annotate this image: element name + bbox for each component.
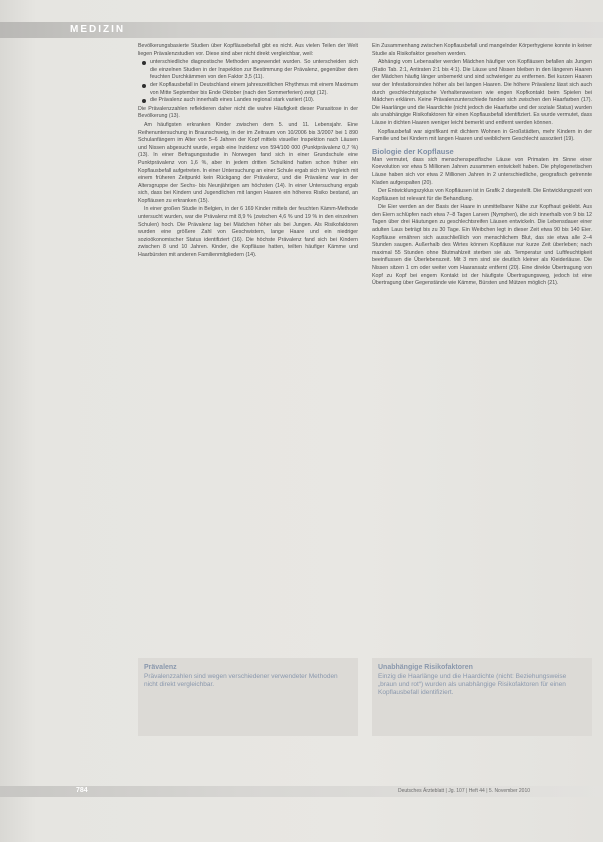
page-footer bbox=[0, 786, 603, 800]
journal-reference: Deutsches Ärzteblatt | Jg. 107 | Heft 44 | 5. November 2010 bbox=[398, 788, 531, 794]
body-paragraph: Der Entwicklungszyklus von Kopfläusen ist in Grafik 2 dargestellt. Die Entwicklungszeit von Kopfläusen ist relevant für die Behandlung. bbox=[372, 188, 592, 202]
section-label: MEDIZIN bbox=[70, 24, 126, 35]
body-paragraph: Kopflausbefall war signifikant mit dichtem Wohnen in Großstädten, mehr Kindern in der Familie und bei Kindern mit langen Haaren und weiblichem Geschlecht assoziiert (19). bbox=[372, 128, 592, 143]
box-title: Unabhängige Risikofaktoren bbox=[378, 664, 473, 671]
summary-box-prevalence bbox=[138, 658, 358, 736]
bullet-item: der Kopflausbefall in Deutschland einem jahreszeitlichen Rhythmus mit einem Maximum von Mitte September bis Ende Oktober (nach den Sommerferien) zeigt (12). bbox=[150, 81, 358, 96]
body-paragraph: Man vermutet, dass sich menschenspezifische Läuse von Primaten im Sinne einer Koevolution vor etwa 5 Millionen Jahren zusammen entwickelt haben. Die phylogenetischen Läuse haben sich vor etwa 2 Millionen Jahren in 2 unterschiedliche, geografisch getrennte Kladen aufgespalten (20). bbox=[372, 156, 592, 186]
intro-paragraph: Bevölkerungsbasierte Studien über Kopfläusebefall gibt es nicht. Aus vielen Teilen der Welt liegen Prävalenzstudien vor. Diese sind aber nicht direkt vergleichbar, weil: bbox=[138, 43, 358, 57]
left-column bbox=[138, 43, 358, 638]
box-body: Prävalenzzahlen sind wegen verschiedener verwendeter Methoden nicht direkt vergleichbar. bbox=[144, 673, 338, 688]
body-paragraph: Die Eier werden an der Basis der Haare in unmittelbarer Nähe zur Kopfhaut geklebt. Aus den Eiern schlüpfen nach etwa 7–8 Tagen Larven (Nymphen), die sich innerhalb von 9 bis 12 Tagen über drei Häutungen zu geschlechtsreifen Läusen entwickeln. Die Lebensdauer einer adulten Laus beträgt bis zu 30 Tage. Ein Weibchen legt in dieser Zeit etwa 90 bis 140 Eier. Kopfläuse ernähren sich ausschließlich von menschlichem Blut, das sie etwa alle 2–4 Stunden saugen. Außerhalb des Wirtes können Kopfläuse nur kurze Zeit überleben; nach maximal 55 Stunden ohne Blutmahlzeit sterben sie ab. Temperatur und Luftfeuchtigkeit beeinflussen die Überlebenszeit. Mit 3 mm sind sie deutlich kleiner als Kleiderläuse. Die Nissen sitzen 1 cm oder weiter vom Haaransatz entfernt (20). Eine direkte Übertragung von Kopf zu Kopf bei engem Kontakt ist der häufigste Übertragungsweg, jedoch ist eine Übertragung über Gegenstände wie Kämme, Bürsten und Mützen möglich (21). bbox=[372, 204, 592, 287]
bullet-item: unterschiedliche diagnostische Methoden angewendet wurden. So unterscheiden sich die einzelnen Studien in der Inspektion zur Bestimmung der Prävalenz, gegenüber dem feuchten Durchkämmen von den Faktor 3,5 (11). bbox=[150, 59, 358, 81]
bullet-list bbox=[138, 59, 358, 105]
summary-boxes bbox=[138, 658, 592, 748]
body-paragraph: Ein Zusammenhang zwischen Kopflausbefall und mangelnder Körperhygiene konnte in keiner Studie als Risikofaktor gesehen werden. bbox=[372, 43, 592, 57]
section-heading: Biologie der Kopflause bbox=[372, 146, 454, 156]
box-body: Einzig die Haarlänge und die Haardichte (nicht: Beziehungsweise „braun und rot“) wurden als unabhängige Risikofaktoren für einen Kopflausbefall identifiziert. bbox=[378, 673, 567, 696]
right-column bbox=[372, 43, 592, 638]
summary-box-risk-factors bbox=[372, 658, 592, 736]
body-paragraph: Die Prävalenzzahlen reflektieren daher nicht die wahre Häufigkeit dieser Parasitose in der Bevölkerung (13). bbox=[138, 105, 358, 120]
body-paragraph: In einer großen Studie in Belgien, in der 6 169 Kinder mittels der feuchten Kämm-Methode untersucht wurden, war die Prävalenz mit 8,9 % (zwischen 4,6 % und 19 % in den einzelnen Schulen) hoch. Die Prävalenz lag bei Mädchen höher als bei Jungen. Als Risikofaktoren wurden eine größere Zahl von Geschwistern, lange Haare und ein niedriger sozioökonomischer Status identifiziert (16). Die höchste Prävalenz fand sich bei Kindern zwischen 8 und 10 Jahren. Kinder, die Kopfläuse hatten, teilten häufiger Kämme und Haarbürsten mit anderen Familienmitgliedern (14). bbox=[138, 206, 358, 259]
body-paragraph: Am häufigsten erkranken Kinder zwischen dem 5. und 11. Lebensjahr. Eine Reihenuntersuchung in Braunschweig, in der im Zeitraum von 10/2006 bis 3/2007 bei 1 890 Schulanfängern im Alter von 5–6 Jahren der Kopf mittels visueller Inspektion nach Läusen und Nissen abgesucht wurde, ergab eine Inzidenz von 594/100 000 (Punktprävalenz 0,7 %) (13). In einer Befragungsstudie in Norwegen fand sich in einer Grundschule eine Punktprävalenz von 1,6 %, aber in jedem dritten Schulkind hatten schon früher ein Kopflausbefall aufgetreten. In einer Untersuchung an einer Schule ergab sich im Vergleich mit einem früheren Zeitpunkt kein Rückgang der Prävalenz, und die Prävalenz war in der Altersgruppe der Sechs- bis Neunjährigen am höchsten (14). In einer Untersuchung ergab sich, dass bei Kindern und Jugendlichen mit langen Haaren ein höheres Risiko bestand, an Kopfläusen zu erkranken (15). bbox=[138, 121, 358, 204]
page-number: 784 bbox=[76, 787, 88, 794]
bullet-item: die Prävalenz auch innerhalb eines Landes regional stark variiert (10). bbox=[150, 97, 358, 105]
box-title: Prävalenz bbox=[144, 664, 177, 671]
body-paragraph: Abhängig vom Lebensalter werden Mädchen häufiger von Kopfläusen befallen als Jungen (Ratio Tab. 2:1, Antiraten 2:1 bis 4:1). Die Läuse und Nissen bleiben in den längeren Haaren der Mädchen häufig länger unbemerkt und sind schwieriger zu entfernen. Bei kurzen Haaren war der Infestationsindex höher als bei langen Haaren. Die höhere Prävalenz lässt sich auch durch geschlechtstypische Verhaltensweisen wie engen Kopfkontakt beim Spielen bei Mädchen erklären. Keine Prävalenzunterschiede fanden sich zwischen den Haarfarben (17). Die Haarlänge und die Haardichte (nicht jedoch die Haarfarbe und der soziale Status) wurden als unabhängige Risikofaktoren für einen Kopflausbefall identifiziert. Es wurde vermutet, dass Läuse in dichten Haaren weniger leicht bemerkt und entfernt werden können. bbox=[372, 59, 592, 126]
